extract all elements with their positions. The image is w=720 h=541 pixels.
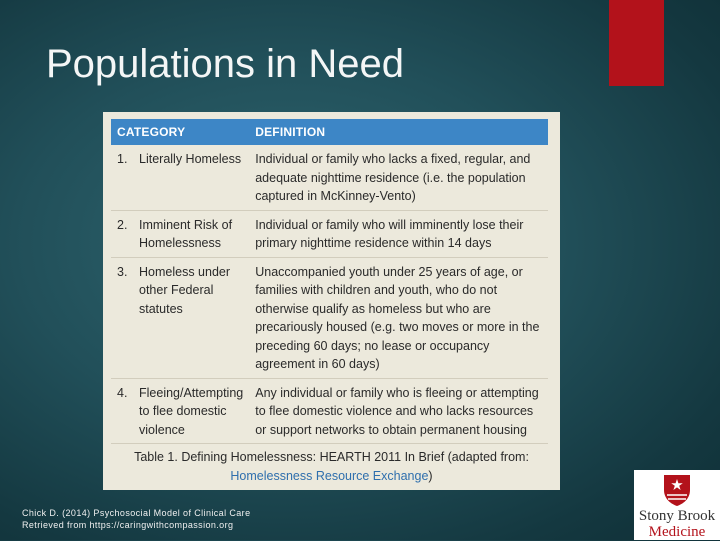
caption-close: )	[428, 469, 433, 483]
red-accent-bar	[609, 0, 664, 86]
row-definition: Individual or family who lacks a fixed, regular, and adequate nighttime residence (i.e. the population captured in McKinney-Vento)	[249, 145, 548, 210]
logo-line-2: Medicine	[648, 524, 706, 540]
logo-line-1: Stony Brook	[638, 508, 716, 524]
row-definition: Any individual or family who is fleeing or attempting to flee domestic violence and who lacks resources or support networks to obtain permanent housing	[249, 378, 548, 444]
caption-link[interactable]: Homelessness Resource Exchange	[230, 469, 429, 483]
row-number: 2.	[111, 210, 133, 257]
table-row	[111, 210, 548, 257]
definition-header: DEFINITION	[249, 119, 548, 145]
caption-text: Table 1. Defining Homelessness: HEARTH 2011 In Brief (adapted from:	[134, 450, 529, 464]
homelessness-table-card	[103, 112, 560, 490]
citation-line-1: Chick D. (2014) Psychosocial Model of Clinical Care	[22, 508, 251, 518]
row-definition: Unaccompanied youth under 25 years of age, or families with children and youth, who do not otherwise qualify as homeless but who are precariously housed (e.g. two moves or more in the preceding 60 days; no lease or occupancy agreement in 60 days)	[249, 257, 548, 378]
table-row	[111, 257, 548, 378]
citation	[22, 507, 250, 531]
table-row	[111, 145, 548, 210]
row-category: Homeless under other Federal statutes	[133, 257, 249, 378]
shield-icon	[662, 473, 692, 507]
row-category: Fleeing/Attempting to flee domestic violence	[133, 378, 249, 444]
row-number: 3.	[111, 257, 133, 378]
row-number: 1.	[111, 145, 133, 210]
table-row	[111, 378, 548, 444]
stony-brook-logo	[634, 470, 720, 540]
category-header: CATEGORY	[111, 119, 249, 145]
row-category: Literally Homeless	[133, 145, 249, 210]
slide-title: Populations in Need	[46, 42, 405, 86]
row-definition: Individual or family who will imminently lose their primary nighttime residence within 14 days	[249, 210, 548, 257]
table-header-row	[111, 119, 548, 145]
citation-line-2: Retrieved from https://caringwithcompassion.org	[22, 520, 234, 530]
homelessness-table	[111, 119, 548, 444]
table-caption	[103, 448, 560, 486]
row-number: 4.	[111, 378, 133, 444]
row-category: Imminent Risk of Homelessness	[133, 210, 249, 257]
